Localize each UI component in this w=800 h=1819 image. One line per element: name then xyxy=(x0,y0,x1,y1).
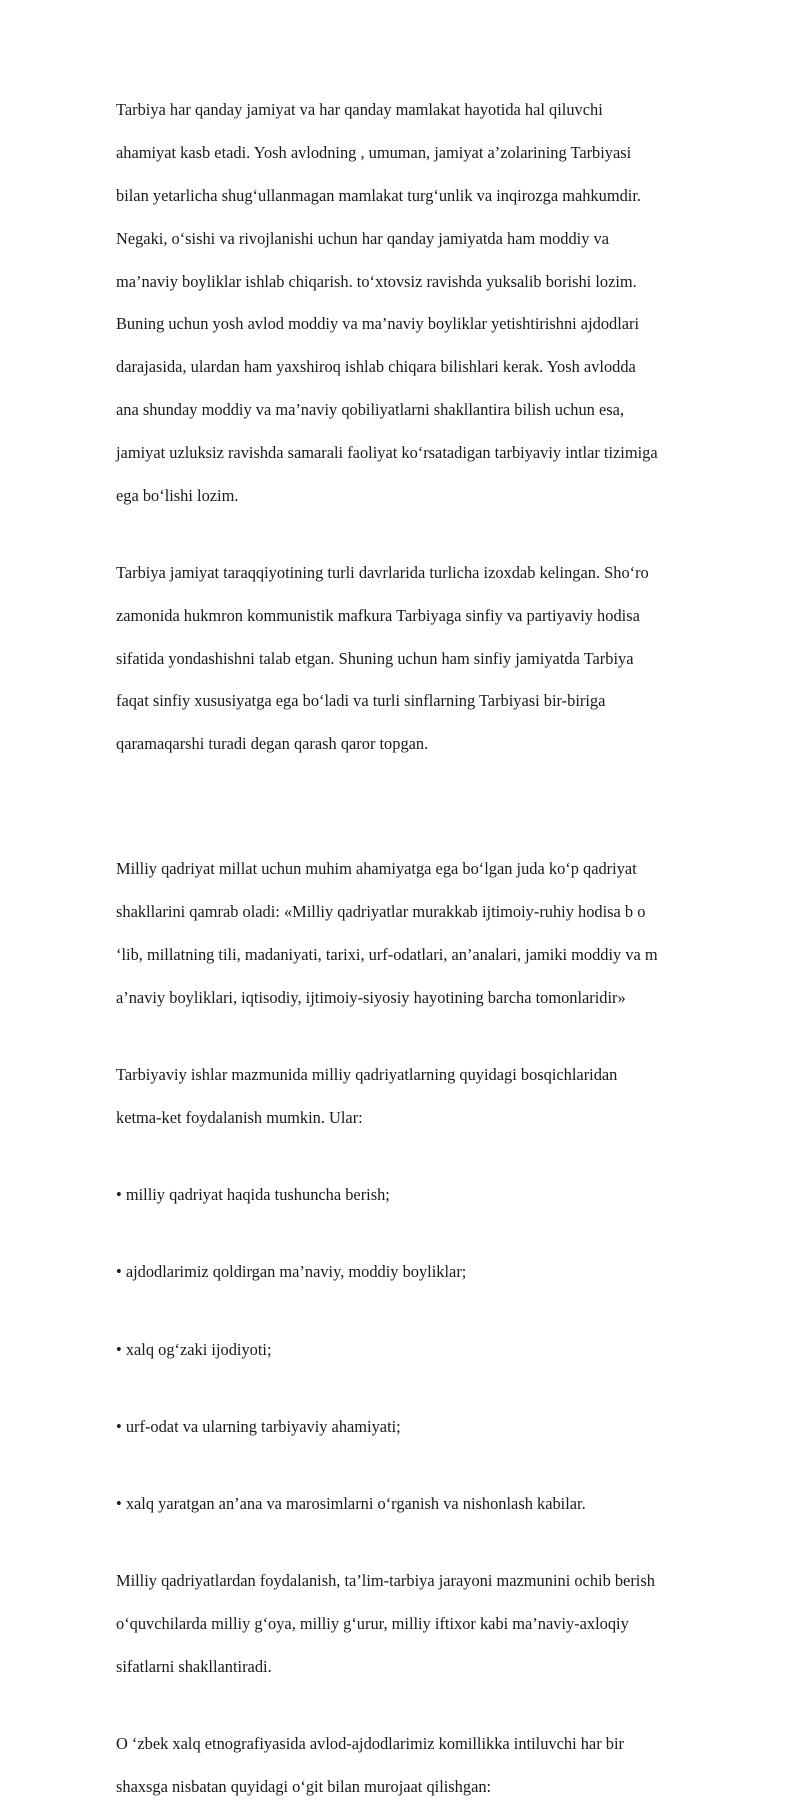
bullet-text: • urf-odat va ularning tarbiyaviy ahamiyati; xyxy=(116,1416,401,1436)
paragraph-spacer xyxy=(116,528,746,541)
bullet-item xyxy=(116,1394,746,1458)
paragraph-spacer xyxy=(116,1304,746,1317)
text-line: Milliy qadriyatlardan foydalanish, ta’lim-tarbiya jarayoni mazmunini ochib berish xyxy=(116,1571,655,1591)
text-line: jamiyat uzluksiz ravishda samarali faoliyat ko‘rsatadigan tarbiyaviy intlar tizimiga xyxy=(116,442,658,462)
document-body xyxy=(116,78,746,1819)
bullet-text: • milliy qadriyat haqida tushuncha berish; xyxy=(116,1185,390,1205)
bullet-text: • xalq yaratgan an’ana va marosimlarni o‘rganish va nishonlash kabilar. xyxy=(116,1493,586,1513)
text-line: shaxsga nisbatan quyidagi o‘git bilan murojaat qilishgan: xyxy=(116,1776,492,1796)
paragraph-spacer xyxy=(116,1150,746,1163)
bullet-item xyxy=(116,1472,746,1536)
paragraph-milliy-qadriyat xyxy=(116,837,746,1030)
text-line: a’naviy boyliklari, iqtisodiy, ijtimoiy-siyosiy hayotining barcha tomonlaridir» xyxy=(116,987,626,1007)
paragraph-spacer xyxy=(116,1227,746,1240)
text-line: ega bo‘lishi lozim. xyxy=(116,485,239,505)
text-line: sifatlarni shakllantiradi. xyxy=(116,1656,272,1676)
text-line: shakllarini qamrab oladi: «Milliy qadriyatlar murakkab ijtimoiy-ruhiy hodisa b o xyxy=(116,902,646,922)
text-line: zamonida hukmron kommunistik mafkura Tarbiyaga sinfiy va partiyaviy hodisa xyxy=(116,605,640,625)
paragraph-spacer xyxy=(116,1699,746,1712)
bullet-item xyxy=(116,1317,746,1381)
text-line: darajasida, ulardan ham yaxshiroq ishlab chiqara bilishlari kerak. Yosh avlodda xyxy=(116,357,636,377)
text-line: Tarbiya har qanday jamiyat va har qanday mamlakat hayotida hal qiluvchi xyxy=(116,100,603,120)
paragraph-spacer xyxy=(116,1030,746,1043)
text-line: Milliy qadriyat millat uchun muhim ahamiyatga ega bo‘lgan juda ko‘p qadriyat xyxy=(116,859,637,879)
text-line: ‘lib, millatning tili, madaniyati, tarixi, urf-odatlari, an’analari, jamiki moddiy va m xyxy=(116,945,658,965)
text-line: sifatida yondashishni talab etgan. Shuning uchun ham sinfiy jamiyatda Tarbiya xyxy=(116,648,634,668)
text-line: ana shunday moddiy va ma’naviy qobiliyatlarni shakllantira bilish uchun esa, xyxy=(116,400,624,420)
text-line: Tarbiya jamiyat taraqqiyotining turli davrlarida turlicha izoxdab kelingan. Sho‘ro xyxy=(116,562,649,582)
bullet-text: • ajdodlarimiz qoldirgan ma’naviy, moddiy boyliklar; xyxy=(116,1262,467,1282)
paragraph-bosqichlar xyxy=(116,1043,746,1150)
paragraph-spacer xyxy=(116,1459,746,1472)
text-line: o‘quvchilarda milliy g‘oya, milliy g‘urur, milliy iftixor kabi ma’naviy-axloqiy xyxy=(116,1614,629,1633)
text-line: ketma-ket foydalanish mumkin. Ular: xyxy=(116,1107,363,1127)
text-line: Buning uchun yosh avlod moddiy va ma’naviy boyliklar yetishtirishni ajdodlari xyxy=(116,314,640,334)
text-line: Tarbiyaviy ishlar mazmunida milliy qadriyatlarning quyidagi bosqichlaridan xyxy=(116,1065,618,1085)
text-line: qaramaqarshi turadi degan qarash qaror topgan. xyxy=(116,734,429,754)
text-line: faqat sinfiy xususiyatga ega bo‘ladi va turli sinflarning Tarbiyasi bir-biriga xyxy=(116,691,606,711)
text-line: ahamiyat kasb etadi. Yosh avlodning , umuman, jamiyat a’zolarining Tarbiyasi xyxy=(116,143,632,163)
paragraph-spacer xyxy=(116,1536,746,1549)
text-line: ma’naviy boyliklar ishlab chiqarish. to‘xtovsiz ravishda yuksalib borishi lozim. xyxy=(116,271,637,291)
text-line: bilan yetarlicha shug‘ullanmagan mamlakat turg‘unlik va inqirozga mahkumdir. xyxy=(116,186,641,206)
paragraph-tarbiya-history xyxy=(116,541,746,776)
paragraph-spacer xyxy=(116,1381,746,1394)
section-spacer xyxy=(116,776,746,837)
bullet-item xyxy=(116,1240,746,1304)
paragraph-tarbiya-intro xyxy=(116,78,746,528)
bullet-text: • xalq og‘zaki ijodiyoti; xyxy=(116,1339,272,1359)
paragraph-etnografiya xyxy=(116,1712,746,1819)
paragraph-foydalanish xyxy=(116,1549,746,1699)
bullet-item xyxy=(116,1163,746,1227)
text-line: Negaki, o‘sishi va rivojlanishi uchun har qanday jamiyatda ham moddiy va xyxy=(116,228,609,248)
text-line: O ‘zbek xalq etnografiyasida avlod-ajdodlarimiz komillikka intiluvchi har bir xyxy=(116,1734,624,1754)
